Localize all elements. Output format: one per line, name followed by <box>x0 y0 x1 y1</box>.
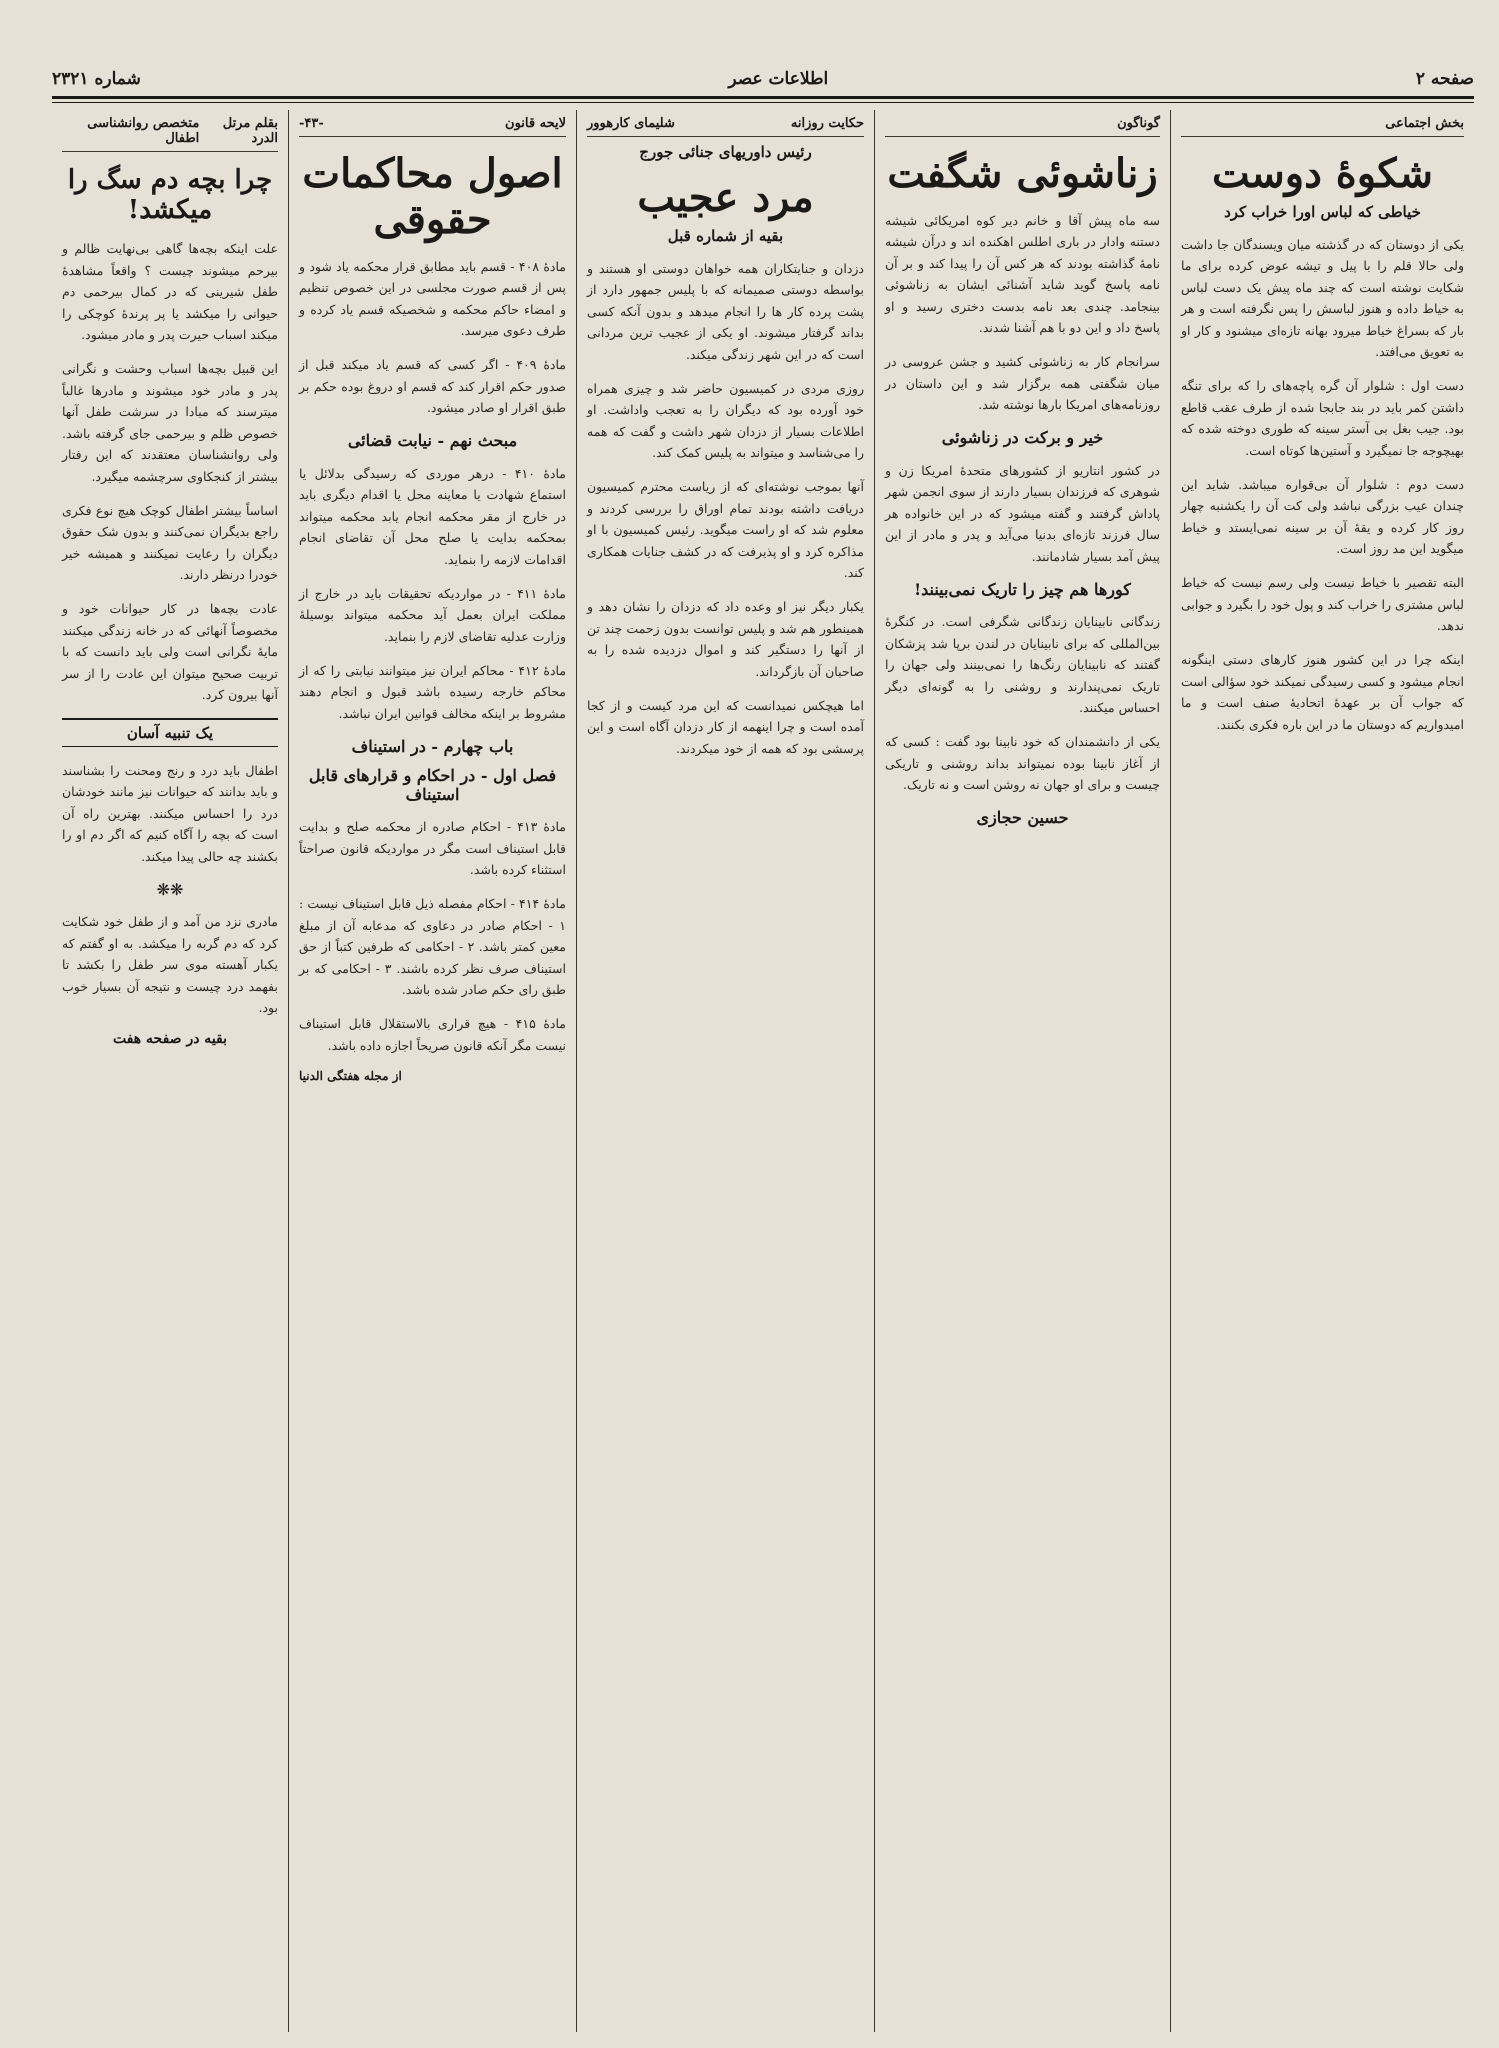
source-note: از مجله هفتگی الدنیا <box>299 1068 402 1083</box>
paper-name: اطلاعات عصر <box>728 69 829 89</box>
article-paragraph: روزی مردی در کمیسیون حاضر شد و چیزی همراه خود آورده بود که دیگران را به تعجب واداشت. او اطلاعات بسیار از دزدان شهر داشت و گفت که همه را می‌شناسد و میتواند به پلیس کمک کند. <box>587 380 864 460</box>
article-paragraph: مادهٔ ۴۱۳ - احکام صادره از محکمه صلح و بدایت قابل استیناف است مگر در مواردیکه قانون صراحتاً استثناء کرده باشد. <box>299 819 567 877</box>
article-paragraph: دست اول : شلوار آن گره پاچه‌های را که برای تنگه داشتن کمر باید در بند جابجا شده از طرف عقب قاطع بود. جیب بغل بی آستر سینه که طوری دوخته شده که بهیچوجه جا نمیگیرد و آستین‌ها کوتاه است. <box>1181 378 1464 458</box>
section-heading: یک تنبیه آسان <box>62 718 278 747</box>
section-label: لایحه قانون <box>505 116 566 131</box>
article-paragraph: البته تقصیر با خیاط نیست ولی رسم نیست که خیاط لباس مشتری را خراب کند و پول خود را بگیرد و جوابی ندهد. <box>1181 575 1464 633</box>
column-tagline <box>587 116 864 137</box>
article-paragraph: اینکه چرا در این کشور هنوز کارهای دستی اینگونه انجام میشود و کسی رسیدگی نمیکند خود سؤالی است که جواب آن بر عهدهٔ اتحادیهٔ صنف است و ما امیدواریم که دوستان ما در این باره فکری بکنند. <box>1181 652 1464 732</box>
article-paragraph: مادری نزد من آمد و از طفل خود شکایت کرد که دم گربه را میکشد. به او گفتم که یکبار آهسته موی سر طفل را بکشد تا بفهمد درد چیست و نتیجه آن بسیار خوب بود. <box>62 914 278 1016</box>
article-paragraph: مادهٔ ۴۱۵ - هیچ قراری بالاستقلال قابل استیناف نیست مگر آنکه قانون صریحاً اجازه داده باشد. <box>299 1016 567 1053</box>
continued-note: بقیه در صفحه هفت <box>112 1031 228 1048</box>
article-paragraph: سه ماه پیش آقا و خانم دیر کوه امریکائی شیشه دستنه وادار در باری اطلس اهکنده اند و درآن شیشه نامهٔ گذاشته بودند که هر کس آن را پیدا کند و بر آن نامه پاسخ گوید شاید آشنائی ایشان به زناشوئی بینجامد. چندی بعد نامه بدست دختری رسید و او پاسخ داد و این دو با هم آشنا شدند. <box>885 212 1160 335</box>
column-tagline <box>62 116 278 152</box>
article-paragraph: اما هیچکس نمیدانست که این مرد کیست و از کجا آمده است و چرا اینهمه از کار دزدان آگاه است و این پرسشی بود که همه از خود میکردند. <box>587 697 864 756</box>
section-heading: فصل اول - در احکام و قرارهای قابل استیناف <box>308 765 557 804</box>
article-subtitle: خیاطی که لباس اورا خراب کرد <box>1224 203 1421 221</box>
author-signature: حسین حجازی <box>976 808 1069 827</box>
installment-number: -۴۳- <box>299 116 324 131</box>
section-heading: خیر و برکت در زناشوئی <box>941 428 1104 447</box>
article-title: چرا بچه دم سگ را میکشد! <box>67 165 273 225</box>
article-paragraph: دست دوم : شلوار آن بی‌قواره میباشد. شاید این چندان عیب بزرگی نباشد ولی کت آن را یکشنبه چهار روز کار کرده و یقهٔ آن بر سینه نمی‌ایستد و خیاط میگوید این مد روز است. <box>1181 476 1464 556</box>
article-paragraph: مادهٔ ۴۱۰ - درهر موردی که رسیدگی بدلائل یا استماع شهادت یا معاینه محل یا اقدام دیگری باید در خارج از مقر محکمه انجام یابد محکمه میتواند بمحکمه بدایت یا صلح محل آن تقاضای انجام اقدامات لازمه را بنماید. <box>299 465 567 567</box>
column-social <box>1170 110 1474 2032</box>
article-paragraph: سرانجام کار به زناشوئی کشید و جشن عروسی در میان شگفتی همه برگزار شد و این داستان در روزنامه‌های امریکا بارها نوشته شد. <box>885 354 1160 412</box>
section-heading: کورها هم چیز را تاریک نمی‌بینند! <box>914 579 1131 599</box>
article-paragraph: اساساً بیشتر اطفال کوچک هیچ نوع فکری راجع بدیگران نمی‌کنند و بدون شک حقوق دیگران را رعایت نمیکنند و همیشه خیر خودرا درنظر دارند. <box>62 502 278 583</box>
column-daily-story <box>576 110 874 2032</box>
section-label-secondary: شلیمای کارهوور <box>587 116 675 131</box>
article-title: اصول محاکمات حقوقی <box>302 150 563 243</box>
column-tagline <box>1181 116 1464 137</box>
masthead <box>52 66 1474 92</box>
column-psychology <box>52 110 288 2032</box>
article-paragraph: این قبیل بچه‌ها اسباب وحشت و نگرانی پدر و مادر خود میشوند و مادرها غالباً میترسند که مبادا در سرشت طفل آنها خصوص ظلم و بیرحمی جای گرفته باشد. ولی روانشناسان معتقدند که این رفتار بیشتر از کنجکاوی سرچشمه میگیرد. <box>62 361 278 484</box>
column-tagline <box>885 116 1160 137</box>
page-label: صفحه ۲ <box>1415 69 1474 89</box>
article-paragraph: یکی از دوستان که در گذشته میان ویسندگان جا داشت ولی حالا قلم را با پیل و تیشه عوض کرده برای ما شکایت نوشته است که چند ماه پیش یک دست لباس به خیاط داده و هنوز لباسش را پس نگرفته است و هر بار که بسراغ خیاط میرود بهانه تازه‌ای میشنود و کار او به تعویق می‌افتد. <box>1181 236 1464 359</box>
column-law <box>288 110 576 2032</box>
article-title: شکوهٔ دوست <box>1211 150 1434 197</box>
ornament-icon: ❋❋ <box>156 879 184 899</box>
article-paragraph: یکی از دانشمندان که خود نابینا بود گفت : کسی که از آغاز نابینا بوده نمیتواند بداند روشنی و تاریکی چیست و برای او جهان نه روشن است و نه تاریک. <box>885 734 1160 792</box>
author-title: متخصص روانشناسی اطفال <box>87 116 200 146</box>
columns <box>52 110 1474 2032</box>
section-label: بخش اجتماعی <box>1385 116 1464 131</box>
section-label: گوناگون <box>1117 116 1160 131</box>
article-kicker: رئیس داوریهای جنائی جورج <box>639 143 812 161</box>
article-paragraph: دزدان و جنایتکاران همه خواهان دوستی او هستند و بواسطه دوستی صمیمانه که با پلیس جمهور دارد از پشت پرده کار ها را انجام میدهد و بدون آنکه کسی بداند گرفتار میشوند. او یکی از عجیب ترین مردانی است که در این شهر زندگی میکند. <box>587 260 864 362</box>
article-paragraph: اطفال باید درد و رنج ومحنت را بشناسند و باید بدانند که حیوانات نیز مانند خودشان درد را احساس میکنند. بهترین راه آن است که بچه را آگاه کنیم که اگر دم او را بکشند چه حالی پیدا میکند. <box>62 762 278 864</box>
article-paragraph: در کشور انتاریو از کشورهای متحدهٔ امریکا زن و شوهری که فرزندان بسیار دارند از سوی انجمن شهر پاداش گرفتند و گفته میشود که در این خانواده هر سال فرزند تازه‌ای بدنیا می‌آید و پدر و مادر از این پیش آمد بسیار شادمانند. <box>885 462 1160 564</box>
article-title: زناشوئی شگفت <box>887 150 1158 197</box>
top-rule <box>52 96 1474 99</box>
section-heading: مبحث نهم - نیابت قضائی <box>347 431 518 450</box>
newspaper-page <box>52 22 1474 2032</box>
section-label: حکایت روزانه <box>790 116 864 131</box>
author-label: بقلم مرتل الدرد <box>222 116 278 146</box>
article-paragraph: مادهٔ ۴۱۲ - محاکم ایران نیز میتوانند نیابتی را که از محاکم خارجه رسیده باشد قبول و انجام دهند مشروط بر اینکه مخالف قوانین ایران نباشد. <box>299 662 567 721</box>
article-paragraph: یکبار دیگر نیز او وعده داد که دزدان را نشان دهد و همینطور هم شد و پلیس توانست بدون زحمت چند تن از آنها را دستگیر کند و اموال دزدیده شده را به صاحبان آن بازگرداند. <box>587 599 864 679</box>
article-paragraph: مادهٔ ۴۱۱ - در مواردیکه تحقیقات باید در خارج از مملکت ایران بعمل آید محکمه میتواند بوسیلهٔ وزارت عدلیه تقاضای لازم را بنماید. <box>299 585 566 644</box>
section-heading: باب چهارم - در استیناف <box>351 736 514 756</box>
article-paragraph: مادهٔ ۴۱۴ - احکام مفصله ذیل قابل استیناف نیست : ۱ - احکام صادر در دعاوی که مدعابه آن از مبلغ معین کمتر باشد. ۲ - احکامی که طرفین کتباً از حق استیناف صرف نظر کرده باشند. ۳ - احکامی که بر طبق رای حکم صادر شده باشد. <box>299 896 566 997</box>
issue-number: شماره ۲۳۲۱ <box>52 69 141 89</box>
article-paragraph: آنها بموجب نوشته‌ای که از ریاست محترم کمیسیون دریافت داشته بودند تمام اوراق را بررسی کردند و معلوم شد که او راست میگوید. رئیس کمیسیون با او مذاکره کرد و او پذیرفت که در کشف جنایات همکاری کند. <box>587 479 864 580</box>
article-title: مرد عجیب <box>637 174 814 221</box>
column-miscellany <box>874 110 1170 2032</box>
article-paragraph: زندگانی نابینایان زندگانی شگرفی است. در کنگرهٔ بین‌المللی که برای نابینایان در لندن برپا شد پزشکان گفتند که نابینایان رنگ‌ها را نمی‌بینند ولی جهان را تاریک نمی‌پندارند و روشنی را به گونه‌ای دیگر احساس میکنند. <box>885 614 1160 715</box>
article-paragraph: مادهٔ ۴۰۹ - اگر کسی که قسم یاد میکند قبل از صدور حکم اقرار کند که قسم او دروغ بوده حکم بر طبق اقرار او صادر میشود. <box>299 357 566 415</box>
article-paragraph: علت اینکه بچه‌ها گاهی بی‌نهایت ظالم و بیرحم میشوند چیست ؟ واقعاً مشاهدهٔ طفل شیرینی که در کمال بیرحمی دم حیوانی را میکشد یا پر پرندهٔ کوچکی را میکند اسباب حیرت پدر و مادر میشود. <box>62 241 278 343</box>
top-rule-thin <box>52 102 1474 103</box>
article-subtitle: بقیه از شماره قبل <box>667 227 784 245</box>
article-paragraph: عادت بچه‌ها در کار حیوانات خود و مخصوصاً آنهائی که در خانه زندگی میکنند مایهٔ نگرانی است ولی باید دانست که با تربیت صحیح میتوان این عادت را از سر آنها بیرون کرد. <box>62 601 278 703</box>
column-tagline <box>299 116 566 137</box>
article-paragraph: مادهٔ ۴۰۸ - قسم باید مطابق قرار محکمه یاد شود و پس از قسم صورت مجلسی در این خصوص تنظیم و امضاء حاکم محکمه و شخصیکه قسم یاد کرده و طرف دعوی میرسد. <box>299 258 567 338</box>
